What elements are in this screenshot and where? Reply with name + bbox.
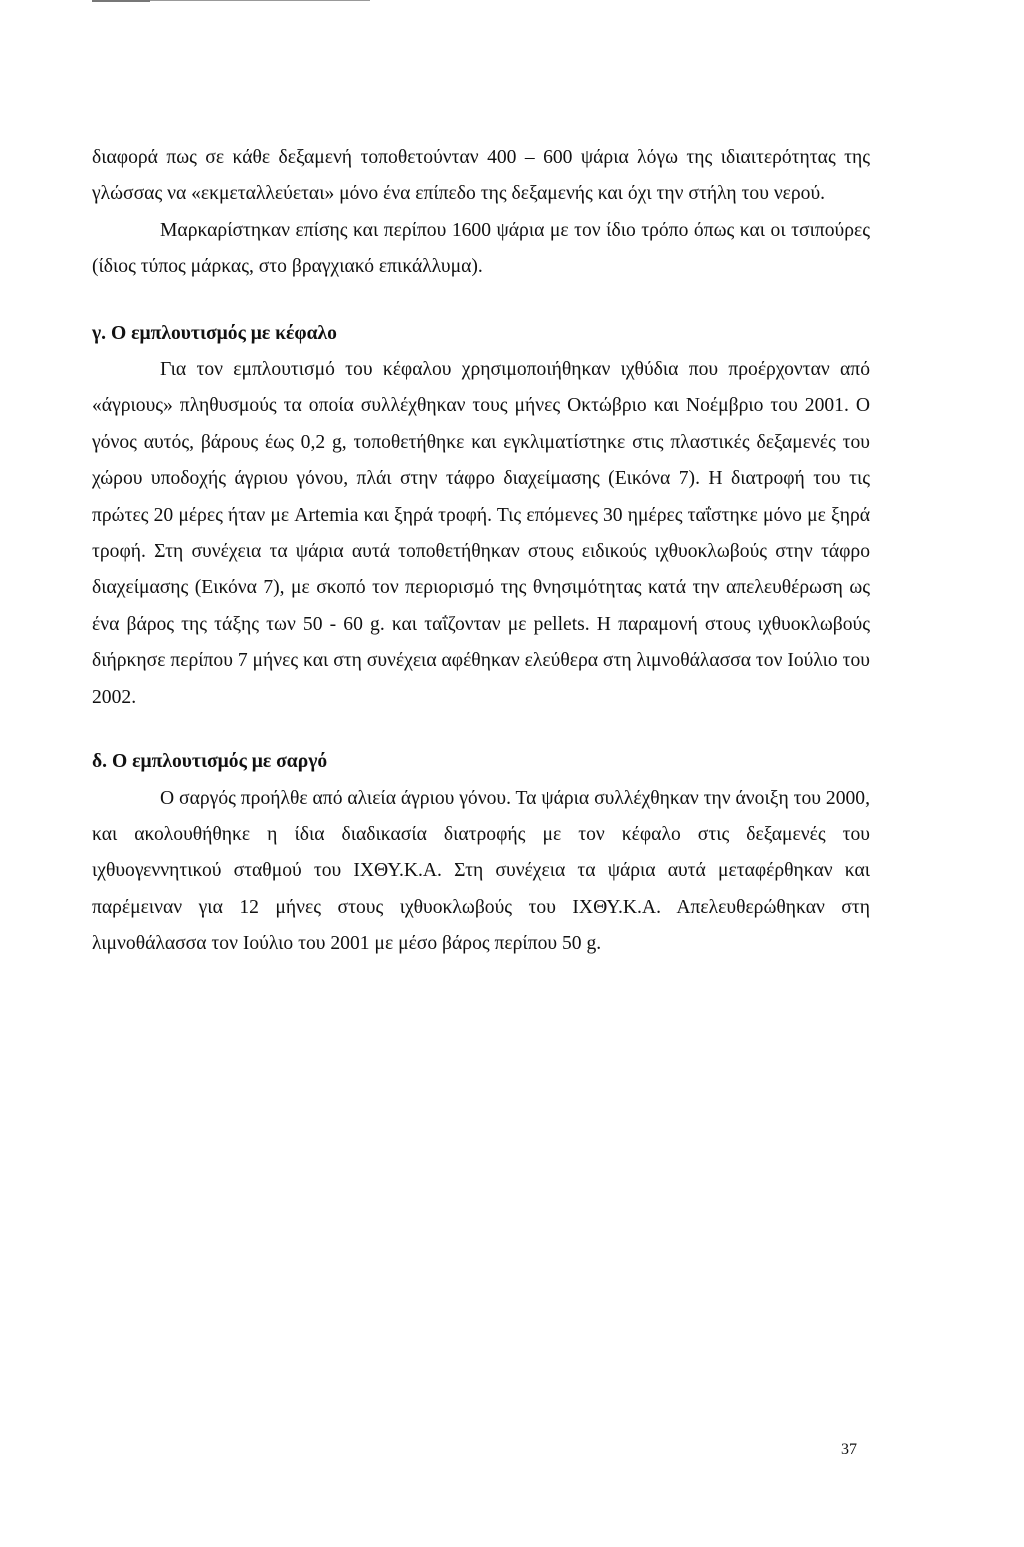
paragraph-kefalos: Για τον εμπλουτισμό του κέφαλου χρησιμοποιήθηκαν ιχθύδια που προέρχονταν από «άγριους» πληθυσμούς τα οποία συλλέχθηκαν τους μήνες Οκτώβριο και Νοέμβριο του 2001. Ο γόνος αυτός, βάρους έως 0,2 g, τοποθετήθηκε και εγκλιματίστηκε στις πλαστικές δεξαμενές του χώρου υποδοχής άγριου γόνου, πλάι στην τάφρο διαχείμασης (Εικόνα 7). Η διατροφή του τις πρώτες 20 μέρες ήταν με Artemia και ξηρά τροφή. Τις επόμενες 30 ημέρες ταΐστηκε μόνο με ξηρά τροφή. Στη συνέχεια τα ψάρια αυτά τοποθετήθηκαν στους ειδικούς ιχθυοκλωβούς στην τάφρο διαχείμασης (Εικόνα 7), με σκοπό τον περιορισμό της θνησιμότητας κατά την απελευθέρωση ως ένα βάρος της τάξης των 50 - 60 g. και ταΐζονταν με pellets. Η παραμονή στους ιχθυοκλωβούς διήρκησε περίπου 7 μήνες και στη συνέχεια αφέθηκαν ελεύθερα στη λιμνοθάλασσα τον Ιούλιο του 2002. [92, 359, 870, 708]
paragraph-sargos: Ο σαργός προήλθε από αλιεία άγριου γόνου. Τα ψάρια συλλέχθηκαν την άνοιξη του 2000, και ακολουθήθηκε η ίδια διαδικασία διατροφής με τον κέφαλο στις δεξαμενές του ιχθυογεννητικού σταθμού του ΙΧΘΥ.Κ.Α. Στη συνέχεια τα ψάρια αυτά μεταφέρθηκαν και παρέμειναν για 12 μήνες στους ιχθυοκλωβούς του ΙΧΘΥ.Κ.Α. Απελευθερώθηκαν στη λιμνοθάλασσα τον Ιούλιο του 2001 με μέσο βάρος περίπου 50 g. [92, 787, 870, 955]
scan-edge-mark [92, 0, 150, 2]
paragraph-continuation: διαφορά πως σε κάθε δεξαμενή τοποθετούνταν 400 – 600 ψάρια λόγω της ιδιαιτερότητας της γλώσσας να «εκμεταλλεύεται» μόνο ένα επίπεδο της δεξαμενής και όχι την στήλη του νερού. [92, 147, 870, 205]
document-page [92, 140, 870, 963]
scan-edge-mark [150, 0, 370, 1]
section-spacer [92, 286, 870, 316]
section-heading-sargos: δ. Ο εμπλουτισμός με σαργό [92, 751, 328, 773]
section-heading-kefalos: γ. Ο εμπλουτισμός με κέφαλο [92, 322, 337, 344]
page-number: 37 [841, 1441, 857, 1458]
section-spacer [92, 716, 870, 744]
paragraph-marking: Μαρκαρίστηκαν επίσης και περίπου 1600 ψάρια με τον ίδιο τρόπο όπως και οι τσιπούρες (ίδιος τύπος μάρκας, στο βραγχιακό επικάλλυμα). [92, 219, 870, 278]
